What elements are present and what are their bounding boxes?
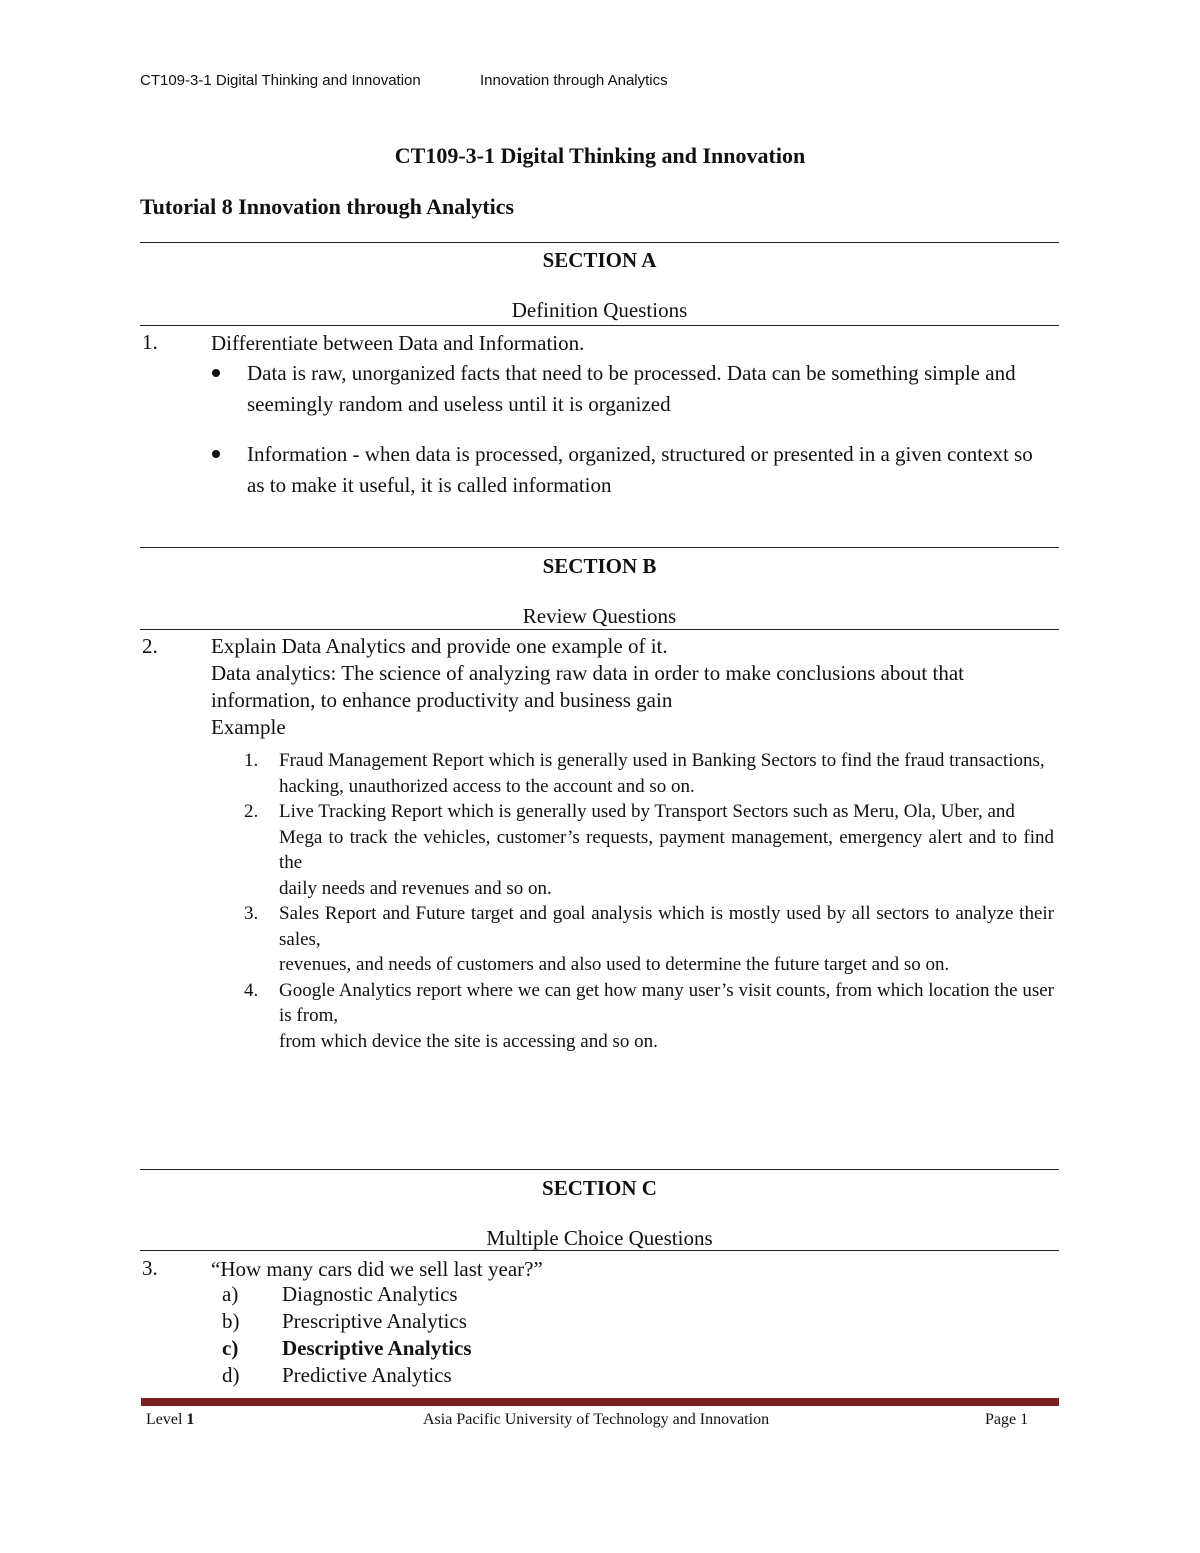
answer-bullet-data: Data is raw, unorganized facts that need to be processed. Data can be something simple and seemingly random and useless until it is organized [247, 361, 1016, 416]
section-b-heading: SECTION B [542, 554, 657, 578]
section-a-subheading: Definition Questions [511, 298, 688, 322]
running-header [140, 72, 668, 89]
question-1-text: Differentiate between Data and Information. [211, 331, 585, 355]
document-title: CT109-3-1 Digital Thinking and Innovation [394, 143, 806, 168]
section-a-bottom-rule [140, 325, 1059, 326]
footer-page-number: Page 1 [985, 1411, 1029, 1428]
bullet-icon [212, 450, 220, 458]
section-c-bottom-rule [140, 1250, 1059, 1251]
example-line: from which device the site is accessing and so on. [279, 1030, 658, 1052]
option-d-letter: d) [222, 1363, 240, 1387]
section-c-subheading: Multiple Choice Questions [486, 1226, 713, 1250]
section-b-top-rule [140, 547, 1059, 548]
example-line: daily needs and revenues and so on. [279, 877, 552, 899]
option-a-letter: a) [222, 1282, 239, 1306]
footer-level-value: 1 [186, 1411, 195, 1428]
footer-level [146, 1411, 194, 1429]
footer-university: Asia Pacific University of Technology and Innovation [423, 1411, 770, 1428]
example-line: revenues, and needs of customers and also used to determine the future target and so on. [279, 954, 950, 975]
section-c-top-rule [140, 1169, 1059, 1170]
section-b-subheading: Review Questions [522, 604, 677, 628]
section-a-heading: SECTION A [542, 248, 657, 272]
question-2-text [211, 633, 1061, 741]
tutorial-title: Tutorial 8 Innovation through Analytics [140, 194, 515, 219]
example-number: 1. [244, 750, 259, 771]
question-1-number: 1. [142, 330, 158, 354]
question-2-answer: Data analytics: The science of analyzing raw data in order to make conclusions about that information, to enhance productivity and business gain [211, 661, 965, 712]
answer-bullet-information: Information - when data is processed, organized, structured or presented in a given context so as to make it useful, it is called information [247, 442, 1033, 497]
list-item [244, 799, 1054, 901]
section-a-top-rule [140, 242, 1059, 243]
option-b-text: Prescriptive Analytics [282, 1309, 467, 1333]
question-3-number: 3. [142, 1256, 158, 1280]
option-b-letter: b) [222, 1309, 240, 1333]
list-item [244, 978, 1054, 1055]
header-topic: Innovation through Analytics [480, 72, 668, 89]
header-course: CT109-3-1 Digital Thinking and Innovation [140, 72, 421, 89]
list-item [244, 748, 1054, 799]
list-item [244, 901, 1054, 978]
examples-list [244, 748, 1054, 1054]
option-a-text: Diagnostic Analytics [282, 1282, 458, 1306]
example-number: 2. [244, 801, 259, 822]
option-c-letter: c) [222, 1336, 239, 1360]
option-c-text: Descriptive Analytics [282, 1336, 472, 1360]
example-label: Example [211, 715, 286, 739]
section-b-bottom-rule [140, 629, 1059, 630]
section-c-heading: SECTION C [542, 1176, 657, 1200]
example-line: Live Tracking Report which is generally used by Transport Sectors such as Meru, Ola, Uber, and [279, 801, 1015, 822]
example-line: Mega to track the vehicles, customer’s requests, payment management, emergency alert and to find the [279, 826, 1054, 873]
example-number: 4. [244, 979, 259, 1001]
question-2-number: 2. [142, 634, 158, 658]
bullet-icon [212, 369, 220, 377]
example-line: hacking, unauthorized access to the account and so on. [279, 775, 695, 797]
example-line: Google Analytics report where we can get how many user’s visit counts, from which location the user is from, [279, 979, 1054, 1026]
option-d-text: Predictive Analytics [282, 1363, 452, 1387]
example-number: 3. [244, 903, 259, 924]
footer-level-label: Level [146, 1411, 183, 1428]
footer-bar [141, 1398, 1059, 1406]
example-line: Fraud Management Report which is generally used in Banking Sectors to find the fraud transactions, [279, 750, 1045, 771]
question-3-text: “How many cars did we sell last year?” [211, 1257, 543, 1281]
question-2-prompt: Explain Data Analytics and provide one example of it. [211, 634, 668, 658]
example-line: Sales Report and Future target and goal analysis which is mostly used by all sectors to analyze their sales, [279, 903, 1054, 950]
